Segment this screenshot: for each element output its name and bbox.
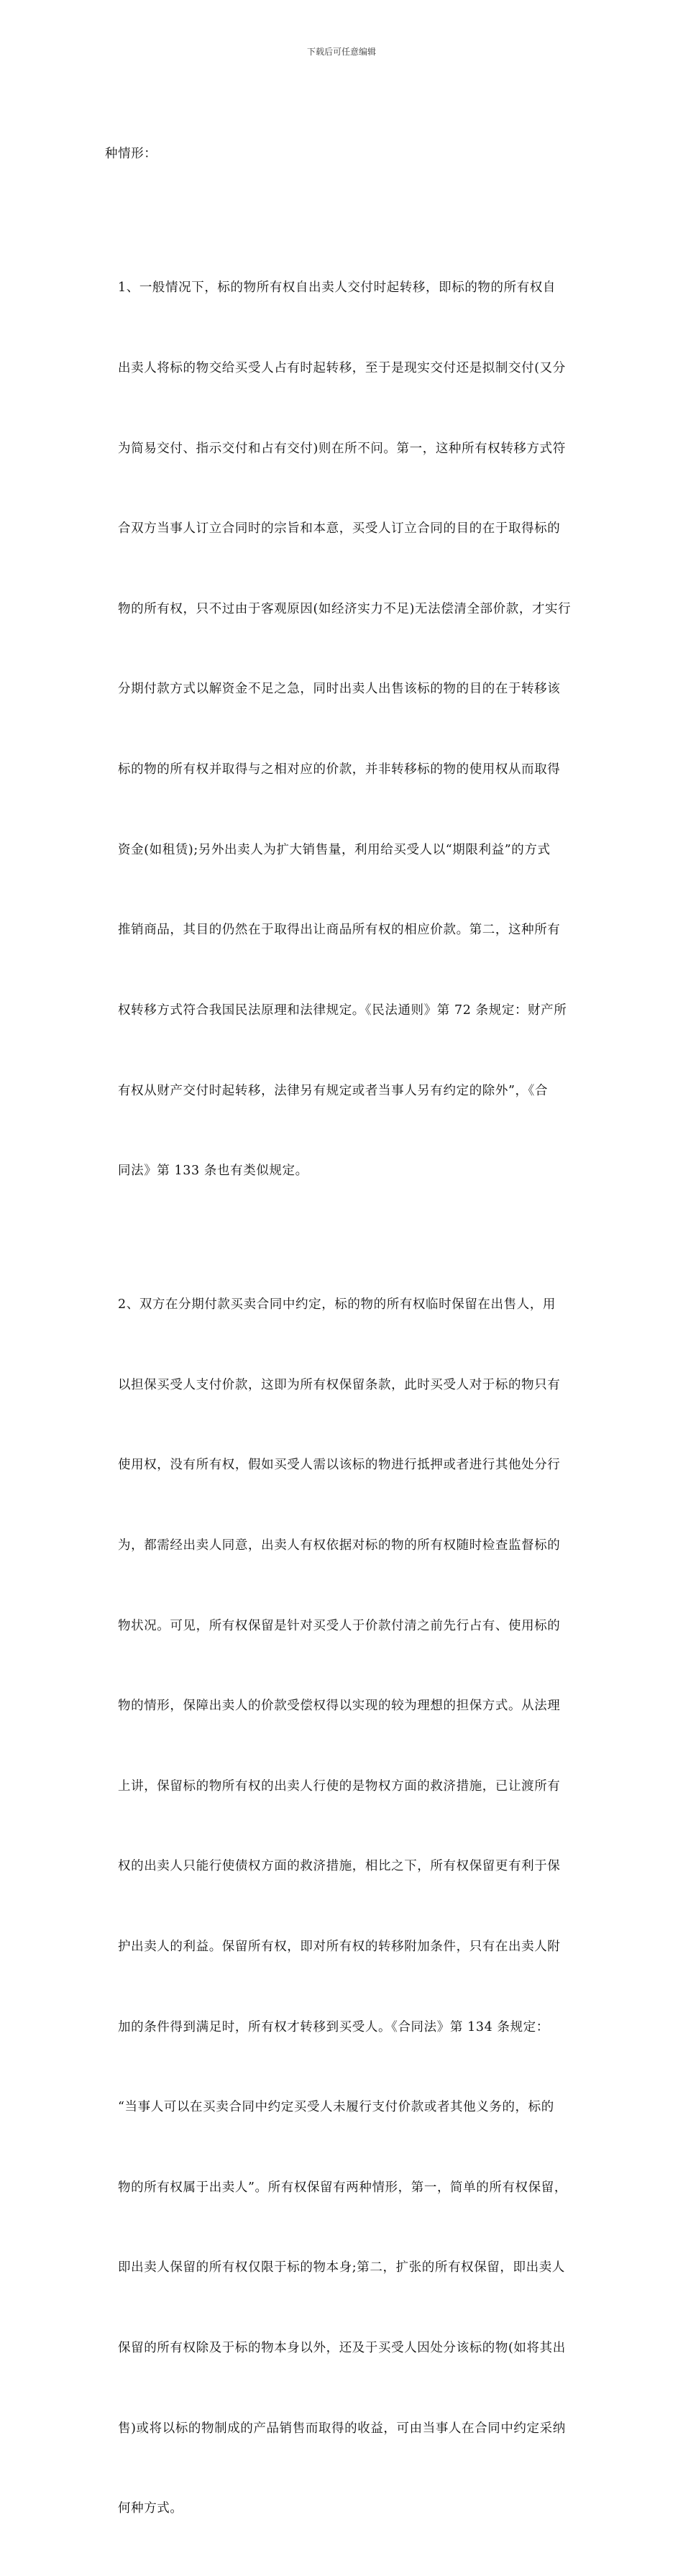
- text-line: 1、一般情况下，标的物所有权自出卖人交付时起转移，即标的物的所有权自: [118, 280, 556, 296]
- text-line: 出卖人将标的物交给买受人占有时起转移，至于是现实交付还是拟制交付(又分: [118, 361, 566, 376]
- text-line: 保留的所有权除及于标的物本身以外，还及于买受人因处分该标的物(如将其出: [118, 2341, 566, 2356]
- text-line: 权的出卖人只能行使债权方面的救济措施，相比之下，所有权保留更有利于保: [118, 1859, 561, 1874]
- text-line: 物的所有权属于出卖人”。所有权保留有两种情形，第一，简单的所有权保留，: [118, 2180, 567, 2195]
- text-line: 2、双方在分期付款买卖合同中约定，标的物的所有权临时保留在出售人，用: [118, 1297, 556, 1312]
- text-line: 资金(如租赁);另外出卖人为扩大销售量，利用给买受人以“期限利益”的方式: [118, 842, 551, 857]
- text-line: 有权从财产交付时起转移，法律另有规定或者当事人另有约定的除外”，《合: [118, 1083, 549, 1098]
- text-line: 种情形：: [105, 147, 157, 162]
- text-line: 即出卖人保留的所有权仅限于标的物本身;第二，扩张的所有权保留，即出卖人: [118, 2260, 565, 2275]
- text-line: 物的所有权，只不过由于客观原因(如经济实力不足)无法偿清全部价款，才实行: [118, 601, 572, 616]
- text-line: 合双方当事人订立合同时的宗旨和本意，买受人订立合同的目的在于取得标的: [118, 521, 561, 536]
- text-line: “当事人可以在买卖合同中约定买受人未履行支付价款或者其他义务的，标的: [118, 2100, 554, 2115]
- text-line: 上讲，保留标的物所有权的出卖人行使的是物权方面的救济措施，已让渡所有: [118, 1778, 561, 1794]
- page-header: 下载后可任意编辑: [306, 47, 376, 57]
- body-text: [105, 88, 582, 2576]
- text-line: 加的条件得到满足时，所有权才转移到买受人。《合同法》第 134 条规定：: [118, 2019, 549, 2034]
- text-line: 以担保买受人支付价款，这即为所有权保留条款，此时买受人对于标的物只有: [118, 1377, 561, 1392]
- paragraph-1: [105, 221, 582, 1238]
- paragraph-2: [105, 1238, 582, 2576]
- text-line: 权转移方式符合我国民法原理和法律规定。《民法通则》第 72 条规定：财产所: [118, 1002, 567, 1018]
- text-line: 分期付款方式以解资金不足之急，同时出卖人出售该标的物的目的在于转移该: [118, 682, 561, 697]
- text-line: 护出卖人的利益。保留所有权，即对所有权的转移附加条件，只有在出卖人附: [118, 1940, 561, 1955]
- text-line: 售)或将以标的物制成的产品销售而取得的收益，可由当事人在合同中约定采纳: [118, 2421, 566, 2436]
- text-line: 标的物的所有权并取得与之相对应的价款，并非转移标的物的使用权从而取得: [118, 762, 561, 777]
- text-line: 为，都需经出卖人同意，出卖人有权依据对标的物的所有权随时检查监督标的: [118, 1538, 561, 1553]
- text-line: 何种方式。: [118, 2501, 183, 2516]
- text-line: 为简易交付、指示交付和占有交付)则在所不问。第一，这种所有权转移方式符: [118, 441, 566, 456]
- text-line: 物状况。可见，所有权保留是针对买受人于价款付清之前先行占有、使用标的: [118, 1618, 561, 1633]
- paragraph-intro: [105, 88, 582, 221]
- text-line: 推销商品，其目的仍然在于取得出让商品所有权的相应价款。第二，这种所有: [118, 923, 561, 938]
- text-line: 同法》第 133 条也有类似规定。: [118, 1164, 308, 1179]
- text-line: 物的情形，保障出卖人的价款受偿权得以实现的较为理想的担保方式。从法理: [118, 1699, 561, 1714]
- text-line: 使用权，没有所有权，假如买受人需以该标的物进行抵押或者进行其他处分行: [118, 1458, 561, 1473]
